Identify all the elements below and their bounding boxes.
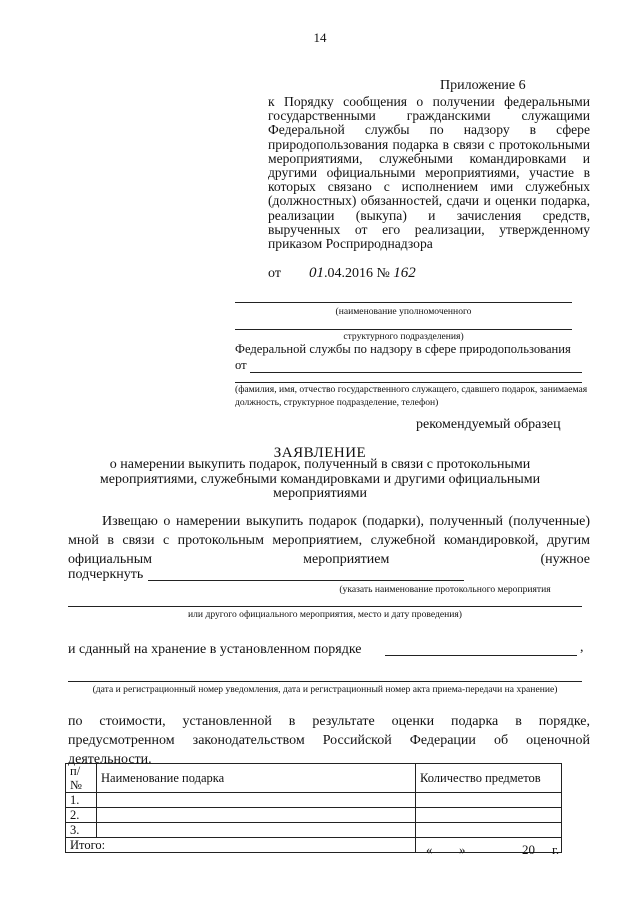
storage-line <box>385 655 577 656</box>
table-cell-num: 3. <box>66 823 97 838</box>
signature-line-3 <box>286 852 421 853</box>
table-header-name: Наименование подарка <box>97 764 416 793</box>
caption-unit-2: структурного подразделения) <box>343 331 464 342</box>
date-month-line <box>470 852 518 853</box>
appendix-title: Приложение 6 <box>440 78 526 93</box>
recommended-sample: рекомендуемый образец <box>416 417 561 432</box>
table-total-label: Итого: <box>66 838 416 853</box>
unit-name-line-2 <box>235 329 572 330</box>
appendix-order-line <box>268 265 416 282</box>
signature-line-1 <box>65 852 197 853</box>
paragraph-2: и сданный на хранение в установленном порядке <box>68 642 362 657</box>
table-cell-qty <box>416 823 562 838</box>
table-total-row <box>66 838 562 853</box>
event-line-2 <box>68 606 582 607</box>
unit-name-line <box>235 302 572 303</box>
handwritten-day: 01 <box>308 265 324 281</box>
table-cell-name <box>97 823 416 838</box>
year-prefix: 20 <box>522 842 535 857</box>
year-suffix: г. <box>552 842 560 857</box>
paragraph-3: по стоимости, установленной в результате оценки подарка в порядке, предусмотренном законодательством Российской Федерации об оценочной деятельности. <box>68 714 590 767</box>
table-header-num: п/№ <box>66 764 97 793</box>
caption-fio: (фамилия, имя, отчество государственного служащего, сдавшего подарок, занимаемая должность, структурное подразделение, телефон) <box>235 384 588 408</box>
table-cell-num: 2. <box>66 808 97 823</box>
caption-event-1: (указать наименование протокольного мероприятия <box>339 584 551 595</box>
table-header-row <box>66 764 562 793</box>
from-label: от <box>268 266 281 281</box>
table-total-value <box>416 838 562 853</box>
table-header-qty: Количество предметов <box>416 764 562 793</box>
handwritten-order-number: 162 <box>393 265 416 281</box>
from-label-2: от <box>235 358 247 372</box>
table-cell-qty <box>416 808 562 823</box>
table-cell-num: 1. <box>66 793 97 808</box>
order-date: .04.2016 № <box>323 266 390 281</box>
date-day-line <box>436 852 458 853</box>
registration-line <box>68 681 582 682</box>
paragraph-1-last: подчеркнуть <box>68 567 144 582</box>
gifts-table <box>65 763 562 853</box>
table-row <box>66 808 562 823</box>
caption-registration: (дата и регистрационный номер уведомления, дата и регистрационный номер акта приема-передачи на хранение) <box>92 684 558 695</box>
storage-comma: , <box>580 640 584 655</box>
from-line <box>250 372 582 373</box>
signature-line-2 <box>203 852 279 853</box>
caption-unit-1: (наименование уполномоченного <box>335 306 472 317</box>
date-close-quote: » <box>459 842 466 857</box>
table-cell-qty <box>416 793 562 808</box>
caption-event-2: или другого официального мероприятия, место и дату проведения) <box>188 609 462 620</box>
table-row <box>66 793 562 808</box>
table-row <box>66 823 562 838</box>
paragraph-1: Извещаю о намерении выкупить подарок (подарки), полученный (полученные) мной в связи с протокольным мероприятием, служебной командировкой, другим официальным мероприятием (нужное <box>68 514 590 567</box>
statement-subtitle: о намерении выкупить подарок, полученный в связи с протокольными мероприятиями, служебными командировками и другими официальными мероприятиями <box>99 457 541 501</box>
date-open-quote: « <box>426 842 433 857</box>
appendix-text: к Порядку сообщения о получении федеральными государственными гражданскими служащими Федеральной службы по надзору в сфере природопользования подарка в связи с протокольными мероприятиями, служебными командировками и другими официальными мероприятиями, участие в которых связано с исполнением ими служебных (должностных) обязанностей, сдачи и оценки подарка, реализации (выкупа) и зачисления средств, вырученных от его реализации, утвержденному приказом Росприроднадзора <box>268 94 590 252</box>
federal-service: Федеральной службы по надзору в сфере природопользования <box>235 342 571 356</box>
year-line <box>538 852 550 853</box>
statement-title: ЗАЯВЛЕНИЕ <box>273 445 367 461</box>
event-line <box>148 580 464 581</box>
table-cell-name <box>97 808 416 823</box>
page-number: 14 <box>313 30 327 45</box>
table-cell-name <box>97 793 416 808</box>
